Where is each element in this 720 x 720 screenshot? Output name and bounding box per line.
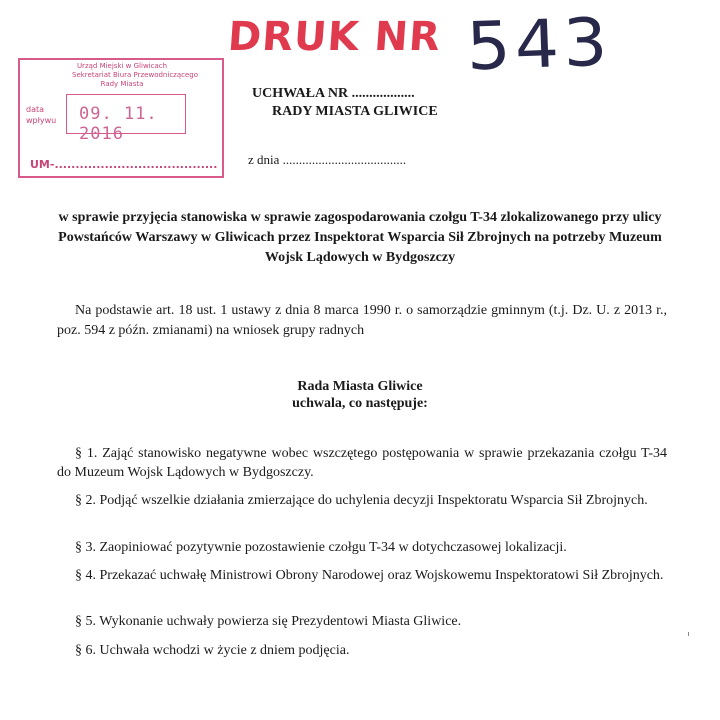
resolution-date: z dnia ...................................... xyxy=(248,152,407,167)
paragraph-3: § 3. Zaopiniować pozytywnie pozostawienie czołgu T-34 w dotychczasowej lokalizacji. xyxy=(75,540,567,555)
paragraph-4: § 4. Przekazać uchwałę Ministrowi Obrony Narodowej oraz Wojskowemu Inspektoratowi Sił Zbrojnych. xyxy=(75,568,664,583)
stamp-date: 09. 11. 2016 xyxy=(79,104,158,144)
paragraph-1: § 1. Zająć stanowisko negatywne wobec wszczętego postępowania w sprawie przekazania czołgu T-34 do Muzeum Wojsk Lądowych w Bydgoszczy. xyxy=(57,446,667,480)
druk-nr-stamp: DRUK NR xyxy=(226,14,443,60)
resolution-subject: w sprawie przyjęcia stanowiska w sprawie zagospodarowania czołgu T-34 zlokalizowanego przy ulicy Powstańców Warszawy w Gliwicach przez Inspektorat Wsparcia Sił Zbrojnych na potrzeby Muzeum Wojsk Lądowych w Bydgoszczy xyxy=(58,210,662,265)
paragraph-6: § 6. Uchwała wchodzi w życie z dniem podjęcia. xyxy=(75,643,350,658)
legal-basis: Na podstawie art. 18 ust. 1 ustawy z dnia 8 marca 1990 r. o samorządzie gminnym (t.j. Dz. U. z 2013 r., poz. 594 z późn. zmianami) na wniosek grupy radnych xyxy=(57,303,667,338)
paragraph-5: § 5. Wykonanie uchwały powierza się Prezydentowi Miasta Gliwice. xyxy=(75,614,462,629)
resolution-number: UCHWAŁA NR .................. xyxy=(252,86,415,101)
stamp-office-line: Rady Miasta xyxy=(100,80,144,88)
registry-stamp xyxy=(18,58,224,178)
stamp-office-line: Sekretariat Biura Przewodniczącego xyxy=(72,71,199,79)
stamp-date-box xyxy=(66,94,186,144)
stamp-date-label: data wpływu xyxy=(26,105,57,125)
stamp-office-line: Urząd Miejski w Gliwicach xyxy=(76,62,168,70)
resolves-heading: uchwala, co następuje: xyxy=(292,396,428,411)
council-heading: Rada Miasta Gliwice xyxy=(297,379,423,394)
council-name: RADY MIASTA GLIWICE xyxy=(272,104,438,119)
scan-mark xyxy=(688,632,689,636)
stamp-um-line: UM-....................................... xyxy=(30,158,218,171)
paragraph-2: § 2. Podjąć wszelkie działania zmierzające do uchylenia decyzji Inspektoratu Wsparcia Sił Zbrojnych. xyxy=(75,493,648,508)
handwritten-print-number: 543 xyxy=(465,3,613,86)
